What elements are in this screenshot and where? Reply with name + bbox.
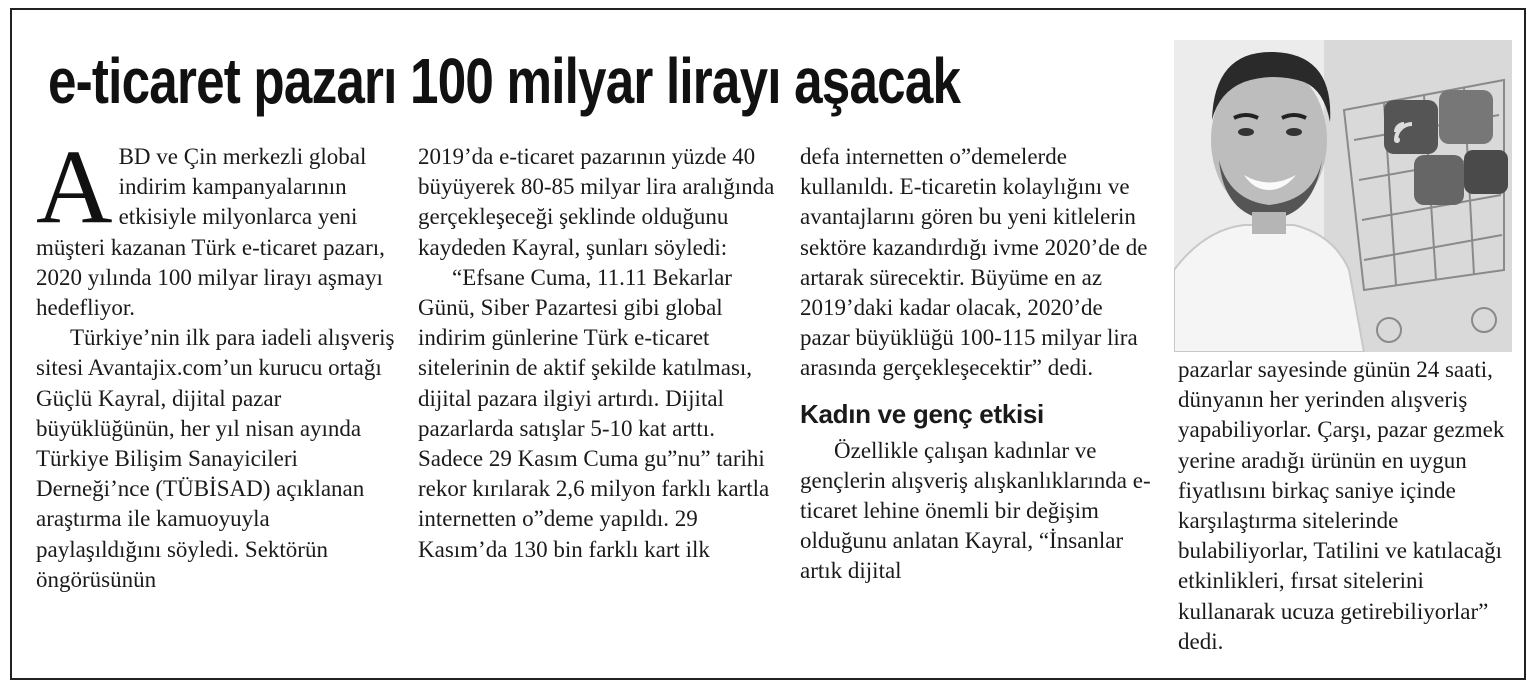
- paragraph-lead: [36, 128, 396, 323]
- paragraph: pazarlar sayesinde günün 24 saati, dünyanın her yerinden alışveriş yapabiliyorlar. Çarşı, pazar gezmek yerine aradığı ürünün en uygun fiyatlısını birkaç saniye içinde karşılaştırma sitelerinde bulabiliyorlar, Tatilini ve katılacağı etkinlikleri, fırsat sitelerini kullanarak ucuza getirebiliyorlar” dedi.: [1178, 357, 1505, 654]
- paragraph: Özellikle çalışan kadınlar ve gençlerin alışveriş alışkanlıklarında e-ticaret lehine önemli bir değişim olduğunu anlatan Kayral, “İnsanlar artık dijital: [800, 437, 1151, 584]
- drop-cap: A: [36, 128, 113, 245]
- lead-text: BD ve Çin merkezli global indirim kampanyalarının etkisiyle milyonlarca yeni müşteri kazanan Türk e-ticaret pazarı, 2020 yılında 100 milyar lirayı aşmayı hedefliyor.: [36, 144, 385, 321]
- article-column-2: [418, 142, 778, 565]
- paragraph: Türkiye’nin ilk para iadeli alışveriş sitesi Avantajix.com’un kurucu ortağı Güçlü Kayral, dijital pazar büyüklüğünün, her yıl nisan ayında Türkiye Bilişim Sanayicileri Derneği’nce (TÜBİSAD) açıklanan araştırma ile kamuoyuyla paylaşıldığını söyledi. Sektörün öngörüsünün: [36, 325, 395, 592]
- paragraph: “Efsane Cuma, 11.11 Bekarlar Günü, Siber Pazartesi gibi global indirim günlerine Türk e-ticaret sitelerinin de aktif şekilde katılması, dijital pazara ilgiyi artırdı. Dijital pazarlarda satışlar 5-10 kat arttı. Sadece 29 Kasım Cuma gu”nu” tarihi rekor kırılarak 2,6 milyon farklı kartla internetten o”deme yapıldı. 29 Kasım’da 130 bin farklı kart ilk: [418, 264, 770, 562]
- headline: e-ticaret pazarı 100 milyar lirayı aşacak: [48, 45, 961, 117]
- article-column-4: [1178, 355, 1518, 657]
- subheading: Kadın ve genç etkisi: [800, 398, 1044, 429]
- paragraph: 2019’da e-ticaret pazarının yüzde 40 büyüyerek 80-85 milyar lira aralığında gerçekleşeceği şeklinde olduğunu kaydeden Kayral, şunları söyledi:: [418, 144, 775, 260]
- article-column-1: [36, 128, 396, 595]
- paragraph: defa internetten o”demelerde kullanıldı. E-ticaretin kolaylığını ve avantajlarını gören bu yeni kitlelerin sektöre kazandırdığı ivme 2020’de de artarak sürecektir. Büyüme en az 2019’daki kadar olacak, 2020’de pazar büyüklüğü 100-115 milyar lira arasında gerçekleşecektir” dedi.: [800, 144, 1148, 381]
- article-column-3: [800, 142, 1156, 587]
- portrait-illustration: [1174, 40, 1512, 352]
- portrait-photo: [1174, 40, 1512, 352]
